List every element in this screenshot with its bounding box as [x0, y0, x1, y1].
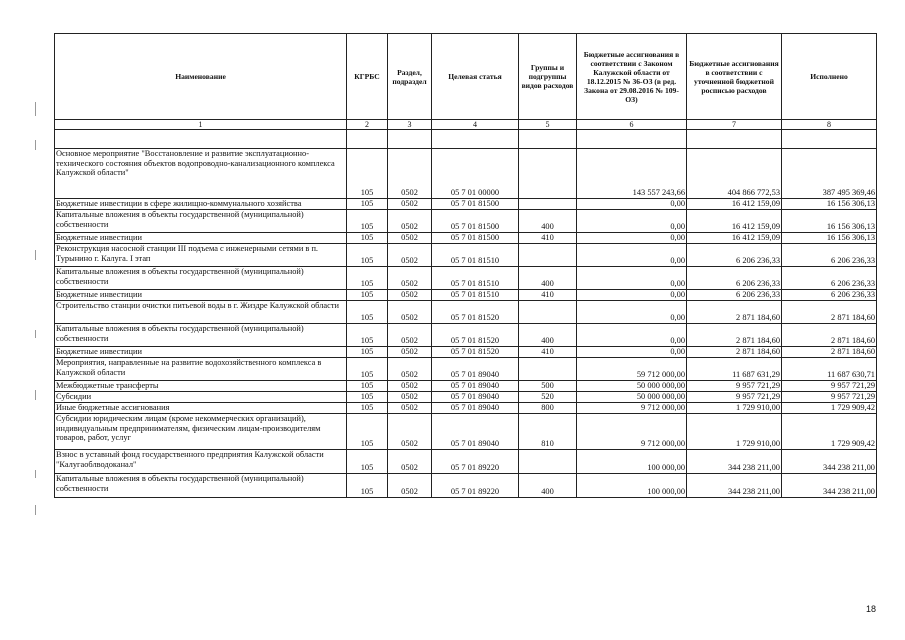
row-law-amount: 50 000 000,00: [577, 392, 687, 403]
row-target: 05 7 01 81520: [432, 301, 519, 324]
row-executed-amount: 6 206 236,33: [782, 290, 877, 301]
row-target: 05 7 01 81520: [432, 324, 519, 347]
row-section: 0502: [388, 244, 432, 267]
row-refined-amount: 1 729 910,00: [687, 414, 782, 450]
row-group: [519, 358, 577, 381]
row-section: 0502: [388, 450, 432, 474]
table-row: [55, 324, 877, 347]
row-target: 05 7 01 89040: [432, 392, 519, 403]
row-law-amount: 0,00: [577, 244, 687, 267]
row-name: Капитальные вложения в объекты государственной (муниципальной) собственности: [55, 474, 347, 498]
row-law-amount: 100 000,00: [577, 474, 687, 498]
row-group: 800: [519, 403, 577, 414]
header-section: Раздел, подраздел: [388, 34, 432, 120]
column-number: 2: [347, 120, 388, 130]
table-row: [55, 244, 877, 267]
row-law-amount: 9 712 000,00: [577, 414, 687, 450]
row-section: 0502: [388, 210, 432, 233]
table-row: [55, 301, 877, 324]
row-kgrbs: 105: [347, 199, 388, 210]
row-executed-amount: 16 156 306,13: [782, 210, 877, 233]
row-law-amount: 0,00: [577, 199, 687, 210]
row-target: 05 7 01 89220: [432, 474, 519, 498]
row-group: [519, 301, 577, 324]
row-target: 05 7 01 89040: [432, 358, 519, 381]
row-name: Бюджетные инвестиции: [55, 290, 347, 301]
row-target: 05 7 01 00000: [432, 149, 519, 199]
column-number: 7: [687, 120, 782, 130]
row-section: 0502: [388, 199, 432, 210]
row-refined-amount: 2 871 184,60: [687, 324, 782, 347]
row-executed-amount: 2 871 184,60: [782, 347, 877, 358]
row-target: 05 7 01 81510: [432, 267, 519, 290]
row-group: 410: [519, 290, 577, 301]
column-number: 4: [432, 120, 519, 130]
row-name: Взнос в уставный фонд государственного предприятия Калужской области "Калугаоблводоканал": [55, 450, 347, 474]
row-executed-amount: 11 687 630,71: [782, 358, 877, 381]
row-group: [519, 450, 577, 474]
row-group: 400: [519, 474, 577, 498]
row-section: 0502: [388, 233, 432, 244]
row-section: 0502: [388, 290, 432, 301]
row-section: 0502: [388, 324, 432, 347]
row-refined-amount: 2 871 184,60: [687, 301, 782, 324]
margin-marks: [33, 100, 39, 520]
row-name: Бюджетные инвестиции: [55, 233, 347, 244]
table-row: [55, 149, 877, 199]
row-kgrbs: 105: [347, 301, 388, 324]
row-section: 0502: [388, 414, 432, 450]
row-refined-amount: 404 866 772,53: [687, 149, 782, 199]
row-executed-amount: 9 957 721,29: [782, 392, 877, 403]
row-kgrbs: 105: [347, 414, 388, 450]
row-refined-amount: 1 729 910,00: [687, 403, 782, 414]
row-law-amount: 143 557 243,66: [577, 149, 687, 199]
row-group: [519, 149, 577, 199]
spacer-row: [55, 130, 877, 149]
row-executed-amount: 344 238 211,00: [782, 450, 877, 474]
row-kgrbs: 105: [347, 474, 388, 498]
row-law-amount: 0,00: [577, 301, 687, 324]
row-group: 410: [519, 233, 577, 244]
row-group: 410: [519, 347, 577, 358]
row-kgrbs: 105: [347, 244, 388, 267]
table-row: [55, 450, 877, 474]
row-law-amount: 0,00: [577, 324, 687, 347]
row-kgrbs: 105: [347, 392, 388, 403]
row-name: Строительство станции очистки питьевой воды в г. Жиздре Калужской области: [55, 301, 347, 324]
row-law-amount: 0,00: [577, 210, 687, 233]
row-group: 500: [519, 381, 577, 392]
row-section: 0502: [388, 381, 432, 392]
column-number: 1: [55, 120, 347, 130]
row-section: 0502: [388, 347, 432, 358]
row-name: Субсидии юридическим лицам (кроме некоммерческих организаций), индивидуальным предпринимателям, физическим лицам-производителям товаров, работ, услуг: [55, 414, 347, 450]
table-row: [55, 199, 877, 210]
row-name: Межбюджетные трансферты: [55, 381, 347, 392]
column-number: 6: [577, 120, 687, 130]
row-executed-amount: 2 871 184,60: [782, 324, 877, 347]
row-refined-amount: 16 412 159,09: [687, 233, 782, 244]
column-number: 3: [388, 120, 432, 130]
header-name: Наименование: [55, 34, 347, 120]
row-target: 05 7 01 81510: [432, 290, 519, 301]
row-group: 400: [519, 267, 577, 290]
row-kgrbs: 105: [347, 403, 388, 414]
row-group: [519, 199, 577, 210]
row-executed-amount: 6 206 236,33: [782, 244, 877, 267]
row-executed-amount: 6 206 236,33: [782, 267, 877, 290]
row-target: 05 7 01 89040: [432, 381, 519, 392]
header-target: Целевая статья: [432, 34, 519, 120]
row-section: 0502: [388, 267, 432, 290]
table-body: [55, 130, 877, 498]
row-kgrbs: 105: [347, 233, 388, 244]
row-refined-amount: 16 412 159,09: [687, 199, 782, 210]
table-row: [55, 403, 877, 414]
table-row: [55, 358, 877, 381]
row-name: Субсидии: [55, 392, 347, 403]
row-law-amount: 50 000 000,00: [577, 381, 687, 392]
column-number: 8: [782, 120, 877, 130]
row-refined-amount: 2 871 184,60: [687, 347, 782, 358]
row-kgrbs: 105: [347, 290, 388, 301]
row-law-amount: 0,00: [577, 267, 687, 290]
row-group: 520: [519, 392, 577, 403]
row-law-amount: 59 712 000,00: [577, 358, 687, 381]
row-name: Основное мероприятие "Восстановление и развитие эксплуатационно-технического состояния объектов водопроводно-канализационного комплекса Калужской области": [55, 149, 347, 199]
row-refined-amount: 344 238 211,00: [687, 450, 782, 474]
row-executed-amount: 344 238 211,00: [782, 474, 877, 498]
row-kgrbs: 105: [347, 450, 388, 474]
row-target: 05 7 01 89040: [432, 414, 519, 450]
row-kgrbs: 105: [347, 267, 388, 290]
row-group: 400: [519, 210, 577, 233]
row-law-amount: 0,00: [577, 347, 687, 358]
row-refined-amount: 6 206 236,33: [687, 290, 782, 301]
row-kgrbs: 105: [347, 358, 388, 381]
row-name: Иные бюджетные ассигнования: [55, 403, 347, 414]
row-law-amount: 0,00: [577, 233, 687, 244]
table-row: [55, 392, 877, 403]
row-refined-amount: 9 957 721,29: [687, 381, 782, 392]
row-executed-amount: 1 729 909,42: [782, 403, 877, 414]
row-kgrbs: 105: [347, 210, 388, 233]
row-target: 05 7 01 81500: [432, 210, 519, 233]
header-refined: Бюджетные ассигнования в соответствии с уточненной бюджетной росписью расходов: [687, 34, 782, 120]
page-number: 18: [866, 604, 877, 614]
row-target: 05 7 01 81520: [432, 347, 519, 358]
row-section: 0502: [388, 474, 432, 498]
row-kgrbs: 105: [347, 347, 388, 358]
row-refined-amount: 11 687 631,29: [687, 358, 782, 381]
row-refined-amount: 344 238 211,00: [687, 474, 782, 498]
row-executed-amount: 387 495 369,46: [782, 149, 877, 199]
row-group: 400: [519, 324, 577, 347]
budget-table: [54, 33, 877, 498]
table-row: [55, 414, 877, 450]
row-executed-amount: 16 156 306,13: [782, 233, 877, 244]
row-name: Бюджетные инвестиции: [55, 347, 347, 358]
row-executed-amount: 9 957 721,29: [782, 381, 877, 392]
row-target: 05 7 01 81500: [432, 199, 519, 210]
column-number-row: [55, 120, 877, 130]
row-name: Капитальные вложения в объекты государственной (муниципальной) собственности: [55, 267, 347, 290]
row-refined-amount: 9 957 721,29: [687, 392, 782, 403]
row-name: Капитальные вложения в объекты государственной (муниципальной) собственности: [55, 210, 347, 233]
row-law-amount: 9 712 000,00: [577, 403, 687, 414]
row-name: Мероприятия, направленные на развитие водохозяйственного комплекса в Калужской области: [55, 358, 347, 381]
row-section: 0502: [388, 403, 432, 414]
row-section: 0502: [388, 358, 432, 381]
row-kgrbs: 105: [347, 381, 388, 392]
row-group: 810: [519, 414, 577, 450]
table-row: [55, 233, 877, 244]
row-section: 0502: [388, 301, 432, 324]
row-refined-amount: 6 206 236,33: [687, 244, 782, 267]
row-executed-amount: 2 871 184,60: [782, 301, 877, 324]
header-kgrbs: КГРБС: [347, 34, 388, 120]
header-executed: Исполнено: [782, 34, 877, 120]
header-groups: Группы и подгруппы видов расходов: [519, 34, 577, 120]
row-kgrbs: 105: [347, 149, 388, 199]
row-executed-amount: 16 156 306,13: [782, 199, 877, 210]
table-row: [55, 290, 877, 301]
row-refined-amount: 16 412 159,09: [687, 210, 782, 233]
header-law: Бюджетные ассигнования в соответствии с Законом Калужской области от 18.12.2015 № 36-ОЗ (в ред. Закона от 29.08.2016 № 109-ОЗ): [577, 34, 687, 120]
table-row: [55, 347, 877, 358]
row-section: 0502: [388, 392, 432, 403]
column-number: 5: [519, 120, 577, 130]
table-row: [55, 210, 877, 233]
row-target: 05 7 01 89040: [432, 403, 519, 414]
row-refined-amount: 6 206 236,33: [687, 267, 782, 290]
row-law-amount: 100 000,00: [577, 450, 687, 474]
row-executed-amount: 1 729 909,42: [782, 414, 877, 450]
table-row: [55, 267, 877, 290]
row-name: Бюджетные инвестиции в сфере жилищно-коммунального хозяйства: [55, 199, 347, 210]
row-target: 05 7 01 81500: [432, 233, 519, 244]
row-group: [519, 244, 577, 267]
row-law-amount: 0,00: [577, 290, 687, 301]
row-target: 05 7 01 81510: [432, 244, 519, 267]
row-name: Капитальные вложения в объекты государственной (муниципальной) собственности: [55, 324, 347, 347]
row-kgrbs: 105: [347, 324, 388, 347]
table-row: [55, 381, 877, 392]
row-target: 05 7 01 89220: [432, 450, 519, 474]
row-section: 0502: [388, 149, 432, 199]
table-row: [55, 474, 877, 498]
row-name: Реконструкция насосной станции III подъема с инженерными сетями в п. Турынино г. Калуга. I этап: [55, 244, 347, 267]
